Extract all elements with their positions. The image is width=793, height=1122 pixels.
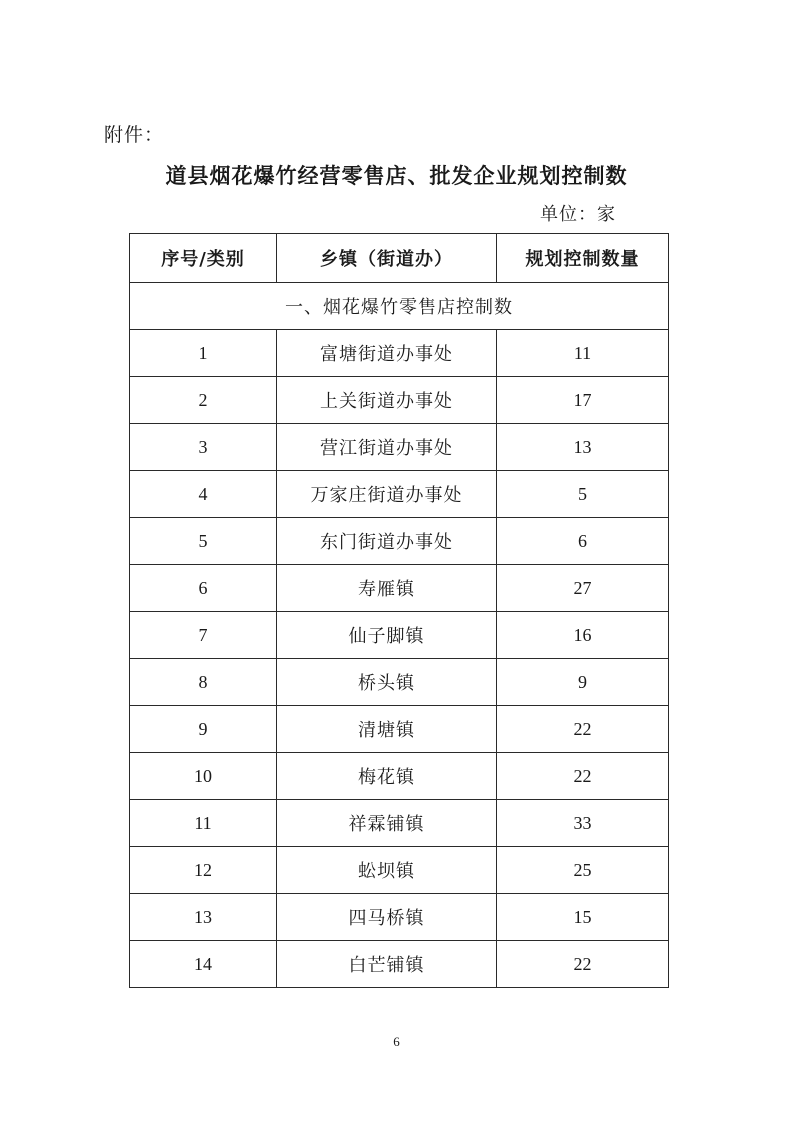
row-number: 4 xyxy=(130,471,277,518)
table-row xyxy=(130,565,669,612)
row-count: 16 xyxy=(497,612,669,659)
row-town: 桥头镇 xyxy=(277,659,497,706)
planning-table xyxy=(129,233,669,988)
row-town: 仙子脚镇 xyxy=(277,612,497,659)
header-number-category: 序号/类别 xyxy=(130,234,277,283)
row-count: 33 xyxy=(497,800,669,847)
table-row xyxy=(130,894,669,941)
row-town: 富塘街道办事处 xyxy=(277,330,497,377)
table-row xyxy=(130,424,669,471)
row-number: 11 xyxy=(130,800,277,847)
row-number: 12 xyxy=(130,847,277,894)
table-row xyxy=(130,753,669,800)
header-town: 乡镇（街道办） xyxy=(277,234,497,283)
row-town: 万家庄街道办事处 xyxy=(277,471,497,518)
unit-label: 单位：家 xyxy=(540,204,616,225)
table-row xyxy=(130,706,669,753)
row-count: 22 xyxy=(497,753,669,800)
row-count: 17 xyxy=(497,377,669,424)
row-count: 22 xyxy=(497,941,669,988)
row-count: 13 xyxy=(497,424,669,471)
row-number: 8 xyxy=(130,659,277,706)
row-number: 3 xyxy=(130,424,277,471)
row-number: 6 xyxy=(130,565,277,612)
table-row xyxy=(130,377,669,424)
row-count: 5 xyxy=(497,471,669,518)
row-number: 14 xyxy=(130,941,277,988)
row-count: 27 xyxy=(497,565,669,612)
table-row xyxy=(130,847,669,894)
row-town: 蚣坝镇 xyxy=(277,847,497,894)
row-town: 清塘镇 xyxy=(277,706,497,753)
table-row xyxy=(130,800,669,847)
table-header-row xyxy=(130,234,669,283)
row-town: 白芒铺镇 xyxy=(277,941,497,988)
row-count: 25 xyxy=(497,847,669,894)
row-town: 四马桥镇 xyxy=(277,894,497,941)
table-row xyxy=(130,612,669,659)
row-count: 15 xyxy=(497,894,669,941)
row-count: 9 xyxy=(497,659,669,706)
row-town: 寿雁镇 xyxy=(277,565,497,612)
attachment-label: 附件： xyxy=(104,124,165,146)
table-row xyxy=(130,330,669,377)
row-number: 13 xyxy=(130,894,277,941)
row-number: 2 xyxy=(130,377,277,424)
row-town: 上关街道办事处 xyxy=(277,377,497,424)
page-number: 6 xyxy=(393,1034,400,1049)
row-town: 营江街道办事处 xyxy=(277,424,497,471)
row-town: 梅花镇 xyxy=(277,753,497,800)
row-town: 祥霖铺镇 xyxy=(277,800,497,847)
header-planned-count: 规划控制数量 xyxy=(497,234,669,283)
section-row xyxy=(130,283,669,330)
row-town: 东门街道办事处 xyxy=(277,518,497,565)
row-count: 6 xyxy=(497,518,669,565)
table-row xyxy=(130,518,669,565)
row-number: 7 xyxy=(130,612,277,659)
row-count: 11 xyxy=(497,330,669,377)
table-row xyxy=(130,941,669,988)
table-row xyxy=(130,471,669,518)
row-count: 22 xyxy=(497,706,669,753)
row-number: 5 xyxy=(130,518,277,565)
document-title: 道县烟花爆竹经营零售店、批发企业规划控制数 xyxy=(165,163,628,188)
row-number: 9 xyxy=(130,706,277,753)
row-number: 1 xyxy=(130,330,277,377)
row-number: 10 xyxy=(130,753,277,800)
section-title: 一、烟花爆竹零售店控制数 xyxy=(130,283,669,330)
table-row xyxy=(130,659,669,706)
